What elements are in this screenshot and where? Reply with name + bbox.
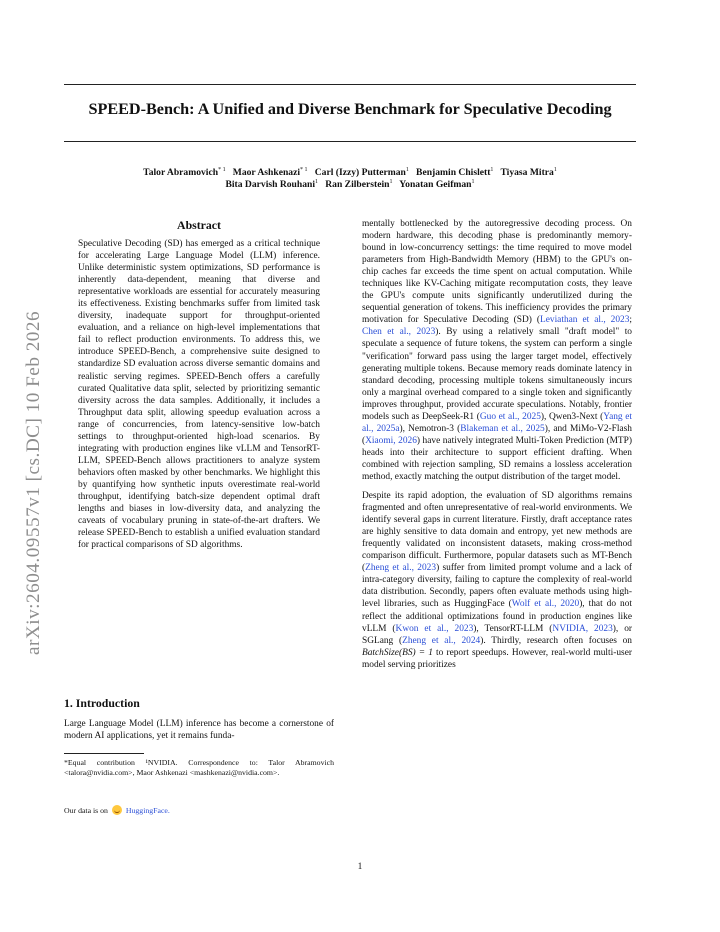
left-column [64, 218, 334, 551]
intro-paragraph-gaps [362, 490, 632, 671]
math-expression: BatchSize(BS) = 1 [362, 647, 433, 658]
data-note-prefix: Our data is on [64, 806, 108, 815]
paragraph-text: ), or SGLang ( [362, 623, 633, 646]
citation-link[interactable]: Chen et al., 2023 [362, 327, 436, 338]
author-name: Maor Ashkenazi [232, 167, 301, 178]
author-affiliation-mark: * 1 [218, 167, 226, 173]
citation-link[interactable]: Zheng et al., 2023 [365, 563, 437, 574]
paper-title: SPEED-Bench: A Unified and Diverse Benchmark for Speculative Decoding [88, 100, 612, 118]
paragraph-text: ) have natively integrated Multi-Token Prediction (MTP) heads into their architecture to support efficient drafting. When combined with rejection sampling, SD remains a lossless acceleration method, exactly matching the output distribution of the target model. [362, 435, 632, 482]
author-affiliation-mark: 1 [315, 179, 319, 185]
abstract-body: Speculative Decoding (SD) has emerged as a critical technique for accelerating Large Language Model (LLM) inference. Unlike deterministic system optimizations, SD performance is inherently data-dependent, meaning that diverse and representative workloads are essential for accurately measuring its effectiveness. Existing benchmarks suffer from limited task diversity, inadequate support for throughput-oriented evaluation, and a reliance on high-level implementations that fail to reflect production environments. To address this, we introduce SPEED-Bench, a comprehensive suite designed to standardize SD evaluation across diverse semantic domains and realistic serving regimes. SPEED-Bench offers a carefully curated Qualitative data split, selected by prioritizing semantic diversity across the data samples. Additionally, it includes a Throughput data split, allowing speedup evaluation across a range of concurrencies, from latency-sensitive low-batch settings to throughput-oriented high-load scenarios. By integrating with production engines like vLLM and TensorRT-LLM, SPEED-Bench allows practitioners to analyze system behaviors often masked by other benchmarks. We highlight this by quantifying how synthetic inputs overestimate real-world throughput, identifying batch-size dependent optimal draft lengths and biases in low-diversity data, and analyzing the caveats of vocabulary pruning in state-of-the-art drafters. We release SPEED-Bench to establish a unified evaluation standard for practical comparisons of SD algorithms. [78, 239, 320, 551]
citation-link[interactable]: Wolf et al., 2020 [511, 599, 580, 610]
right-column [362, 218, 632, 678]
author-name: Talor Abramovich [143, 167, 219, 178]
paragraph-text: ) suffer from limited prompt volume and a lack of intra-category diversity, failing to capture the complexity of real-world data distribution. Secondly, papers often evaluate methods using high-level libraries, such as HuggingFace ( [362, 563, 633, 610]
author-affiliation-mark: 1 [553, 167, 557, 173]
citation-link[interactable]: Blakeman et al., 2025 [460, 423, 545, 434]
paragraph-text: Despite its rapid adoption, the evaluation of SD algorithms remains fragmented and often unrepresentative of real-world environments. We identify several gaps in current literature. Firstly, draft acceptance rates are highly sensitive to data domain and entropy, yet new methods are frequently validated on inconsistent datasets, making cross-method comparison difficult. Furthermore, popular datasets such as MT-Bench ( [362, 491, 632, 574]
title-rule-bottom [64, 141, 636, 142]
citation-link[interactable]: Zheng et al., 2024 [402, 635, 481, 646]
paragraph-text: ), that do not reflect the additional optimizations found in production engines like vLLM ( [362, 599, 632, 634]
paragraph-text: ), TensorRT-LLM ( [473, 623, 553, 634]
citation-link[interactable]: Yang et al., 2025a [362, 411, 633, 434]
citation-link[interactable]: Kwon et al., 2023 [395, 623, 474, 634]
title-rule-top [64, 84, 636, 85]
author-name: Carl (Izzy) Putterman [314, 167, 406, 178]
footnote-rule [64, 753, 144, 754]
paragraph-text: to report speedups. However, real-world multi-user model serving prioritizes [362, 647, 632, 670]
author-name: Ran Zilberstein [325, 179, 390, 190]
paragraph-text: ; [629, 315, 633, 326]
paragraph-text: ). Thirdly, research often focuses on [480, 635, 632, 646]
citation-link[interactable]: Guo et al., 2025 [479, 411, 541, 422]
footnote-text: *Equal contribution ¹NVIDIA. Correspondence to: Talor Abramovich <talora@nvidia.com>, Maor Ashkenazi <mashkenazi@nvidia.com>. [64, 758, 334, 778]
huggingface-link[interactable]: HuggingFace. [125, 806, 170, 815]
citation-link[interactable]: Leviathan et al., 2023 [540, 315, 630, 326]
citation-link[interactable]: NVIDIA, 2023 [552, 623, 613, 634]
page-number: 1 [357, 862, 363, 872]
arxiv-identifier-watermark: arXiv:2604.09557v1 [cs.DC] 10 Feb 2026 [23, 310, 44, 655]
citation-link[interactable]: Xiaomi, 2026 [365, 435, 417, 446]
author-name: Bita Darvish Rouhani [225, 179, 316, 190]
paragraph-text: ), and MiMo-V2-Flash ( [362, 423, 632, 446]
paragraph-text: mentally bottlenecked by the autoregressive decoding process. On modern hardware, this decoding phase is predominantly memory-bound in low-concurrency settings: the time required to move model parameters from High-Bandwidth Memory (HBM) to the GPU's on-chip caches far exceeds the time spent on actual computation. While techniques like KV-Caching mitigate recomputation costs, they leave the GPU's compute units significantly underutilized during the sequential generation of tokens. This inefficiency provides the primary motivation for Speculative Decoding (SD) ( [362, 219, 632, 326]
author-affiliation-mark: 1 [405, 167, 409, 173]
introduction-heading: 1. Introduction [64, 696, 140, 710]
paragraph-text: ). By using a relatively small "draft model" to speculate a sequence of future tokens, the system can perform a single "verification" forward pass using the larger target model, effectively generating multiple tokens. Because memory reads dominate latency in standard decoding, processing multiple tokens simultaneously incurs only a marginal overhead compared to a single token and significantly improves throughput, provided accurate speculations. Notably, frontier models such as DeepSeek-R1 ( [362, 327, 632, 422]
paragraph-text: ), Nemotron-3 ( [399, 423, 461, 434]
author-affiliation-mark: 1 [389, 179, 393, 185]
author-affiliation-mark: * 1 [300, 167, 308, 173]
author-affiliation-mark: 1 [490, 167, 494, 173]
author-name: Yonatan Geifman [399, 179, 472, 190]
author-affiliation-mark: 1 [471, 179, 475, 185]
hugging-face-icon [112, 805, 122, 815]
intro-paragraph-continued [362, 218, 632, 483]
introduction-body: Large Language Model (LLM) inference has become a cornerstone of modern AI applications, yet it remains funda- [64, 719, 334, 742]
data-availability-note [64, 805, 170, 815]
abstract-heading: Abstract [177, 218, 221, 232]
author-name: Tiyasa Mitra [500, 167, 554, 178]
author-name: Benjamin Chislett [416, 167, 491, 178]
author-list-line-2 [64, 176, 636, 191]
paragraph-text: ), Qwen3-Next ( [540, 411, 604, 422]
